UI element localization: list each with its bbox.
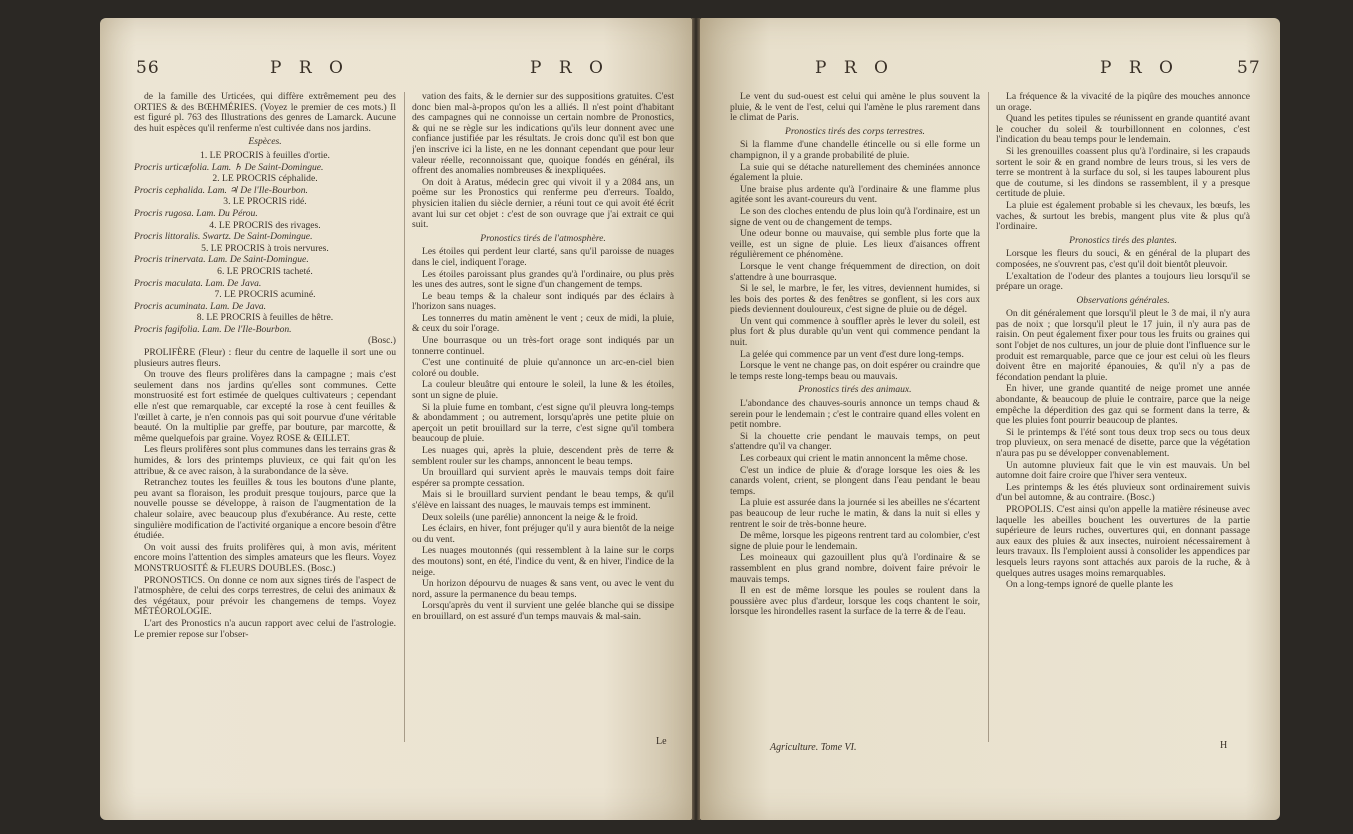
paragraph: Les éclairs, en hiver, font préjuger qu'il y aura bientôt de la neige ou du vent. — [412, 523, 674, 545]
paragraph: de la famille des Urticées, qui diffère extrêmement peu des ORTIES & des BŒHMÉRIES. (Voyez le premier de ces mots.) Il est figuré pl. 763 des Illustrations des genres de Lamarck. Aucune des huit espèces qu'il renferme n'est cultivée dans nos jardins. — [134, 92, 396, 134]
paragraph: La suie qui se détache naturellement des cheminées annonce également la pluie. — [730, 161, 980, 184]
paragraph: (Bosc.) — [368, 335, 396, 347]
paragraph: Quand les petites tipules se réunissent en grande quantité avant le coucher du soleil & tourbillonnent en colonnes, c'est l'indication du beau temps pour le lendemain. — [996, 113, 1250, 146]
paragraph: Deux soleils (une parélie) annoncent la neige & le froid. — [422, 511, 638, 523]
paragraph: C'est une continuité de pluie qu'annonce un arc-en-ciel bien coloré ou double. — [412, 357, 674, 379]
book-spread — [100, 18, 1280, 820]
paragraph: On a long-temps ignoré de quelle plante les — [1006, 579, 1174, 591]
paragraph: Procris littoralis. Swartz. De Saint-Domingue. — [134, 231, 313, 243]
paragraph: On trouve des fleurs prolifères dans la campagne ; mais c'est seulement dans nos jardins qu'elles sont communes. Cette monstruosité est fort estimée de quelques cultivateurs ; cependant elle n'est que remarquable, car excepté la rose à cent feuilles & l'œillet à carte, je n'en connois pas qui soit pourvue d'une véritable beauté. On la multiplie par greffe, par bouture, par marcotte, & même quelquefois par graine. Voyez ROSE & ŒILLET. — [134, 369, 396, 444]
page-number: 57 — [1237, 58, 1261, 78]
paragraph: La gelée qui commence par un vent d'est dure long-temps. — [740, 348, 964, 360]
paragraph: Espèces. — [248, 136, 282, 148]
paragraph: PRONOSTICS. On donne ce nom aux signes tirés de l'aspect de l'atmosphère, de celui des corps terrestres, de celui des animaux & des végétaux, pour prévoir les changemens de temps. Voyez MÉTÉOROLOGIE. — [134, 574, 396, 618]
right-column-2 — [996, 92, 1250, 792]
column-rule — [404, 92, 405, 742]
paragraph: Un vent qui commence à souffler après le lever du soleil, est plus fort & plus durable qu'un vent qui commence pendant la nuit. — [730, 315, 980, 349]
column-rule — [988, 92, 989, 742]
paragraph: Observations générales. — [1076, 294, 1170, 306]
paragraph: 5. LE PROCRIS à trois nervures. — [201, 242, 329, 254]
paragraph: 2. LE PROCRIS céphalide. — [212, 173, 318, 185]
paragraph: Procris trinervata. Lam. De Saint-Domingue. — [134, 254, 309, 266]
paragraph: Procris rugosa. Lam. Du Pérou. — [134, 207, 258, 219]
paragraph: Si la pluie fume en tombant, c'est signe qu'il pleuvra long-temps & abondamment ; ou autrement, lorsqu'après une petite pluie on aperçoit un petit brouillard sur la terre, c'est signe qu'il tombera beaucoup de pluie. — [412, 401, 674, 445]
paragraph: Retranchez toutes les feuilles & tous les boutons d'une plante, peu avant sa floraison, les produit presque toujours, parce que la nouvelle pousse se développe, à raison de l'augmentation de la chaleur solaire, avec beaucoup plus d'exubérance. Au reste, cette singulière modification de l'activité organique a encore besoin d'être étudiée. — [134, 477, 396, 542]
paragraph: On doit à Aratus, médecin grec qui vivoit il y a 2084 ans, un poëme sur les Pronostics qui renferme peu d'erreurs. Toaldo, physicien italien du siècle dernier, a réuni tout ce qui avoit été écrit avant lui sur cet objet : c'est de son ouvrage que j'ai extrait ce qui suit. — [412, 176, 674, 231]
paragraph: Pronostics tirés des corps terrestres. — [785, 125, 925, 137]
left-page — [100, 18, 692, 820]
signature-mark: H — [1220, 740, 1228, 751]
paragraph: 8. LE PROCRIS à feuilles de hêtre. — [196, 312, 334, 324]
paragraph: 7. LE PROCRIS acuminé. — [214, 289, 316, 301]
paragraph: Procris cephalida. Lam. ♃ De l'Ile-Bourbon. — [134, 184, 308, 196]
paragraph: Les étoiles qui perdent leur clarté, sans qu'il paroisse de nuages dans le ciel, indiquent l'orage. — [412, 246, 674, 268]
left-column-2 — [412, 92, 674, 792]
paragraph: De même, lorsque les pigeons rentrent tard au colombier, c'est signe de pluie pour le lendemain. — [730, 530, 980, 552]
paragraph: On dit généralement que lorsqu'il pleut le 3 de mai, il n'y aura pas de noix ; que lorsqu'il pleut le 17 juin, il n'y aura pas de raisin. On peut également fixer pour tous les fruits ou graines qui sont l'objet de nos cultures, un jour de pluie dont l'influence sur le produit est remarquable, parce que ce jour est celui où les fleurs doivent être en majorité épanouies, & qu'il n'y a pas de fécondation pendant la pluie. — [996, 308, 1250, 383]
paragraph: Une bourrasque ou un très-fort orage sont indiqués par un tonnerre continuel. — [412, 335, 674, 357]
paragraph: Si les grenouilles coassent plus qu'à l'ordinaire, si les crapauds sortent le soir & en grand nombre de leurs trous, si les vers de terre se montrent à la surface du sol, si les taupes labourent plus que de coutume, si les dindons se rassemblent, il y a presque certitude de pluie. — [996, 145, 1250, 200]
running-head-left: P R O — [815, 58, 894, 78]
paragraph: Si le sel, le marbre, le fer, les vitres, deviennent humides, si les bois des portes & des fenêtres se gonflent, si les cors aux pieds deviennent douloureux, c'est signe de pluie ou de dégel. — [730, 283, 980, 316]
paragraph: Si la chouette crie pendant le mauvais temps, on peut s'attendre qu'il va changer. — [730, 430, 980, 453]
paragraph: L'exaltation de l'odeur des plantes a toujours lieu lorsqu'il se prépare un orage. — [996, 270, 1250, 293]
paragraph: La pluie est également probable si les chevaux, les bœufs, les vaches, & surtout les brebis, mangent plus vite & plus qu'à l'ordinaire. — [996, 199, 1250, 233]
paragraph: Les nuages qui, après la pluie, descendent près de terre & semblent rouler sur les champs, annoncent le beau temps. — [412, 445, 674, 467]
paragraph: Le son des cloches entendu de plus loin qu'à l'ordinaire, est un signe de vent ou de changement de temps. — [730, 205, 980, 228]
right-page — [700, 18, 1280, 820]
paragraph: Les étoiles paroissant plus grandes qu'à l'ordinaire, ou plus près les unes des autres, sont le signe d'un changement de temps. — [412, 268, 674, 291]
paragraph: Les fleurs prolifères sont plus communes dans les terrains gras & humides, & lors des printemps pluvieux, ce qui fait qu'on les attribue, & ce avec raison, à la surabondance de la sève. — [134, 444, 396, 477]
paragraph: Lorsque les fleurs du souci, & en général de la plupart des composées, ne s'ouvrent pas, c'est qu'il doit bientôt pleuvoir. — [996, 248, 1250, 270]
footer-title: Agriculture. Tome VI. — [770, 742, 857, 753]
paragraph: 3. LE PROCRIS ridé. — [223, 196, 307, 208]
paragraph: Procris maculata. Lam. De Java. — [134, 277, 262, 289]
paragraph: Lorsque le vent ne change pas, on doit espérer ou craindre que le temps reste long-temps beau ou mauvais. — [730, 360, 980, 382]
paragraph: 6. LE PROCRIS tacheté. — [217, 265, 313, 277]
paragraph: Pronostics tirés de l'atmosphère. — [480, 232, 606, 244]
paragraph: L'art des Pronostics n'a aucun rapport avec celui de l'astrologie. Le premier repose sur l'obser- — [134, 617, 396, 640]
paragraph: Procris acuminata. Lam. De Java. — [134, 300, 267, 312]
paragraph: Le vent du sud-ouest est celui qui amène le plus souvent la pluie, & le vent de l'est, celui qui l'amène le plus rarement dans le climat de Paris. — [730, 92, 980, 124]
paragraph: La couleur bleuâtre qui entoure le soleil, la lune & les étoiles, sont un signe de pluie. — [412, 379, 674, 402]
paragraph: 1. LE PROCRIS à feuilles d'ortie. — [200, 149, 330, 161]
paragraph: L'abondance des chauves-souris annonce un temps chaud & serein pour le lendemain ; c'est le contraire quand elles volent en petit nombre. — [730, 398, 980, 431]
left-page-header — [100, 58, 692, 86]
paragraph: Un automne pluvieux fait que le vin est mauvais. Un bel automne doit faire croire que l'hiver sera venteux. — [996, 459, 1250, 482]
paragraph: Les corbeaux qui crient le matin annoncent la même chose. — [740, 453, 968, 464]
running-head-left: P R O — [270, 58, 349, 78]
paragraph: Une odeur bonne ou mauvaise, qui semble plus forte que la veille, est un signe de pluie. Les lieux d'aisances offrent régulièrement ce phénomène. — [730, 228, 980, 261]
paragraph: Lorsqu'après du vent il survient une gelée blanche qui se dissipe en brouillard, on est assuré d'un temps mauvais & mal-sain. — [412, 600, 674, 622]
left-column-1 — [134, 92, 396, 792]
paragraph: C'est un indice de pluie & d'orage lorsque les oies & les canards volent, crient, se plongent dans l'eau pendant le beau temps. — [730, 464, 980, 497]
paragraph: Un brouillard qui survient après le mauvais temps doit faire espérer sa prompte cessation. — [412, 467, 674, 489]
paragraph: PROPOLIS. C'est ainsi qu'on appelle la matière résineuse avec laquelle les abeilles bouchent les ouvertures de la partie supérieure de leurs ruches, ouvertures qui, en donnant passage aux eaux des pluies & aux insectes, nuiroient nécessairement à leurs travaux. Ils l'emploient aussi à consolider les appendices par lesquels leurs rayons sont attachés aux parois de la ruche, & à quelques autres usages moins remarquables. — [996, 503, 1250, 579]
paragraph: Il en est de même lorsque les poules se roulent dans la poussière avec plus d'ardeur, lorsque les coqs chantent le soir, lorsque les hirondelles rasent la surface de la terre & de l'eau. — [730, 585, 980, 618]
paragraph: Lorsque le vent change fréquemment de direction, on doit s'attendre à une bourrasque. — [730, 260, 980, 283]
gutter — [692, 18, 700, 820]
paragraph: vation des faits, & le dernier sur des suppositions gratuites. C'est donc bien mal-à-propos qu'on les a alliés. Il n'est point d'habitant des campagnes qui ne connoisse un certain nombre de Pronostics, & qui ne se règle sur les indications qu'ils leur donnent avec une confiance justifiée par les résultats. Je crois donc qu'il est bon que j'en inscrive ici la liste, en ne les donnant cependant que pour leur valeur réelle, reconnoissant que, quoique fondés en général, ils offrent des anomalies nombreuses & inexpliquées. — [412, 92, 674, 177]
catchword: Le — [656, 736, 667, 747]
paragraph: La pluie est assurée dans la journée si les abeilles ne s'écartent pas beaucoup de leur ruche le matin, & dans la nuit si elles y rentrent le soir de très-bonne heure. — [730, 497, 980, 530]
paragraph: Procris urticæfolia. Lam. ♄ De Saint-Domingue. — [134, 161, 324, 173]
paragraph: La fréquence & la vivacité de la piqûre des mouches annonce un orage. — [996, 92, 1250, 113]
paragraph: Pronostics tirés des plantes. — [1069, 234, 1177, 246]
running-head-right: P R O — [1100, 58, 1179, 78]
running-head-right: P R O — [530, 58, 609, 78]
paragraph: On voit aussi des fruits prolifères qui, à mon avis, méritent encore moins l'attention des simples amateurs que les fleurs. Voyez MONSTRUOSITÉ & FLEURS DOUBLES. (Bosc.) — [134, 541, 396, 574]
paragraph: Les printemps & les étés pluvieux sont ordinairement suivis d'un bel automne, & au contraire. (Bosc.) — [996, 481, 1250, 504]
paragraph: Si la flamme d'une chandelle étincelle ou si elle forme un champignon, il y a grande probabilité de pluie. — [730, 139, 980, 161]
right-column-1 — [730, 92, 980, 792]
paragraph: Procris fagifolia. Lam. De l'Ile-Bourbon. — [134, 323, 292, 335]
paragraph: Le beau temps & la chaleur sont indiqués par des éclairs à l'horizon sans nuages. — [412, 290, 674, 313]
page-number: 56 — [136, 58, 160, 78]
paragraph: Les tonnerres du matin amènent le vent ; ceux de midi, la pluie, & ceux du soir l'orage. — [412, 312, 674, 335]
paragraph: PROLIFÈRE (Fleur) : fleur du centre de laquelle il sort une ou plusieurs autres fleurs. — [134, 347, 396, 369]
paragraph: Mais si le brouillard survient pendant le beau temps, & qu'il s'élève en laissant des nuages, le mauvais temps est imminent. — [412, 489, 674, 511]
paragraph: Pronostics tirés des animaux. — [798, 384, 912, 396]
paragraph: Les nuages moutonnés (qui ressemblent à la laine sur le corps des moutons) sont, en été, l'indice du vent, & en hiver, l'indice de la neige. — [412, 545, 674, 578]
paragraph: Si le printemps & l'été sont tous deux trop secs ou tous deux trop pluvieux, on sera menacé de disette, parce que la végétation n'aura pas pu se développer convenablement. — [996, 426, 1250, 459]
paragraph: En hiver, une grande quantité de neige promet une année abondante, & beaucoup de pluie le contraire, parce que la neige empêche la déperdition des gaz qui se forment dans la terre, & que les pluies font pourrir beaucoup de plantes. — [996, 383, 1250, 427]
paragraph: Les moineaux qui gazouillent plus qu'à l'ordinaire & se rassemblent en plus grand nombre, doivent faire prévoir le mauvais temps. — [730, 552, 980, 585]
paragraph: 4. LE PROCRIS des rivages. — [209, 219, 321, 231]
paragraph: Un horizon dépourvu de nuages & sans vent, ou avec le vent du nord, assure la permanence du beau temps. — [412, 578, 674, 600]
right-page-header — [700, 58, 1280, 86]
paragraph: Une braise plus ardente qu'à l'ordinaire & une flamme plus agitée sont les avant-coureurs du vent. — [730, 183, 980, 206]
